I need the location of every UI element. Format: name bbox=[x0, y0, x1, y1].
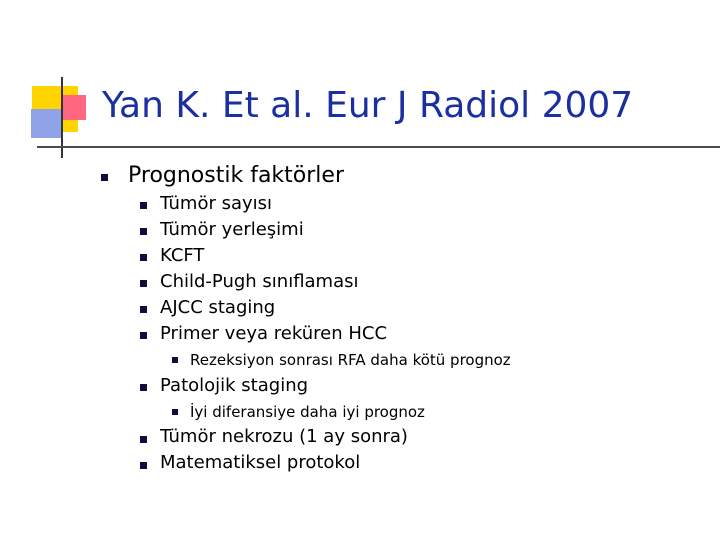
bullet-icon bbox=[140, 462, 147, 469]
list-item: Tümör sayısı bbox=[160, 193, 273, 214]
bullet-icon bbox=[140, 306, 147, 313]
bullet-icon bbox=[172, 409, 178, 415]
title-underline bbox=[37, 146, 720, 148]
list-item: AJCC staging bbox=[160, 297, 276, 318]
bullet-icon bbox=[140, 280, 147, 287]
list-item: Patolojik staging bbox=[160, 375, 309, 396]
list-item: Primer veya reküren HCC bbox=[160, 323, 388, 344]
list-item: KCFT bbox=[160, 245, 205, 266]
sub-list-item: İyi diferansiye daha iyi prognoz bbox=[190, 403, 425, 421]
list-item: Child-Pugh sınıflaması bbox=[160, 271, 359, 292]
heading-prognostik: Prognostik faktörler bbox=[128, 163, 344, 188]
bullet-icon bbox=[140, 202, 147, 209]
list-item: Matematiksel protokol bbox=[160, 452, 361, 473]
bullet-icon bbox=[101, 174, 108, 181]
logo-square-blue bbox=[31, 109, 63, 138]
list-item: Tümör yerleşimi bbox=[160, 219, 304, 240]
bullet-icon bbox=[172, 357, 178, 363]
bullet-icon bbox=[140, 436, 147, 443]
bullet-icon bbox=[140, 384, 147, 391]
sub-list-item: Rezeksiyon sonrası RFA daha kötü prognoz bbox=[190, 351, 511, 369]
bullet-icon bbox=[140, 254, 147, 261]
bullet-icon bbox=[140, 332, 147, 339]
slide-title: Yan K. Et al. Eur J Radiol 2007 bbox=[102, 85, 634, 126]
logo-square-red bbox=[62, 95, 86, 120]
list-item: Tümör nekrozu (1 ay sonra) bbox=[160, 426, 408, 447]
bullet-icon bbox=[140, 228, 147, 235]
